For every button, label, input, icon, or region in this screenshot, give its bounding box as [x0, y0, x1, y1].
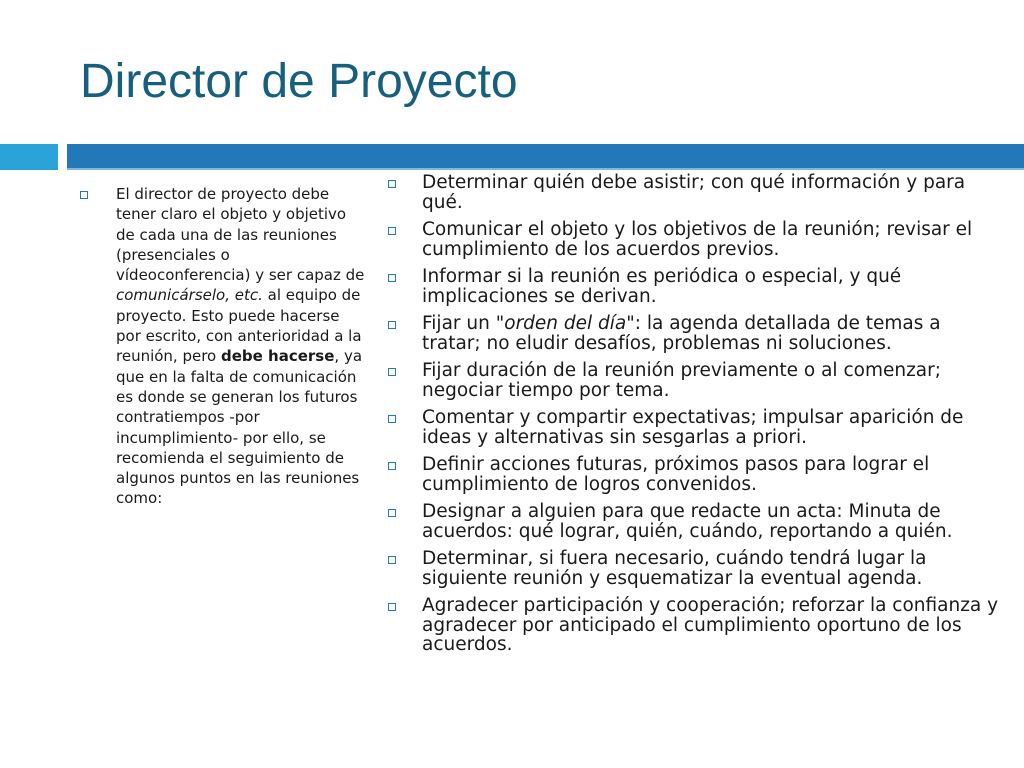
list-item-text — [422, 313, 941, 354]
list-item — [384, 455, 1004, 494]
square-bullet-icon — [388, 180, 396, 188]
list-item-text: Agradecer participación y cooperación; reforzar la confianza y agradecer por anticipado el cumplimiento oportuno de los acuerdos. — [422, 595, 999, 655]
square-bullet-icon — [388, 227, 396, 235]
text-segment: al equipo de proyecto. Esto puede hacerse por escrito, con anterioridad a la reunión, pero — [116, 286, 362, 366]
text-segment: , ya que en la falta de comunicación es donde se generan los futuros contratiempos -por incumplimiento- por ello, se recomienda el seguimiento de algunos puntos en las reuniones como: — [116, 347, 363, 508]
square-bullet-icon — [388, 603, 396, 611]
left-paragraph-text — [116, 185, 364, 507]
text-segment-bold: debe hacerse — [221, 347, 335, 366]
list-item — [384, 220, 1004, 259]
square-bullet-icon — [388, 462, 396, 470]
left-column — [78, 184, 368, 509]
list-item — [384, 408, 1004, 447]
list-item-text: Definir acciones futuras, próximos pasos para lograr el cumplimiento de logros convenidos. — [422, 454, 930, 495]
list-item-text: Comunicar el objeto y los objetivos de la reunión; revisar el cumplimiento de los acuerdos previos. — [422, 219, 973, 260]
square-bullet-icon — [388, 321, 396, 329]
list-item — [384, 267, 1004, 306]
list-item — [384, 361, 1004, 400]
list-item-text: Determinar, si fuera necesario, cuándo tendrá lugar la siguiente reunión y esquematizar la eventual agenda. — [422, 548, 927, 589]
text-segment: ": la agenda detallada de temas a tratar; no eludir desafíos, problemas ni soluciones. — [422, 313, 941, 354]
list-item — [384, 314, 1004, 353]
list-item — [384, 173, 1004, 212]
list-item — [384, 549, 1004, 588]
header-bar — [67, 144, 1024, 170]
square-bullet-icon — [388, 556, 396, 564]
square-bullet-icon — [80, 191, 88, 199]
text-segment: El director de proyecto debe tener claro el objeto y objetivo de cada una de las reuniones (presenciales o vídeoconferencia) y ser capaz de — [116, 185, 365, 285]
square-bullet-icon — [388, 368, 396, 376]
slide-title: Director de Proyecto — [80, 55, 518, 108]
left-bullet-list — [78, 184, 368, 509]
list-item — [384, 596, 1004, 655]
right-bullet-list — [384, 173, 1004, 655]
square-bullet-icon — [388, 415, 396, 423]
list-item-text: Determinar quién debe asistir; con qué información y para qué. — [422, 172, 966, 213]
text-segment: Fijar un " — [422, 313, 505, 334]
text-segment-italic: comunicárselo, etc. — [116, 286, 263, 305]
list-item-text: Fijar duración de la reunión previamente o al comenzar; negociar tiempo por tema. — [422, 360, 941, 401]
left-paragraph — [78, 184, 368, 509]
list-item-text: Comentar y compartir expectativas; impulsar aparición de ideas y alternativas sin sesgarlas a priori. — [422, 407, 964, 448]
square-bullet-icon — [388, 509, 396, 517]
list-item-text: Designar a alguien para que redacte un acta: Minuta de acuerdos: qué lograr, quién, cuándo, reportando a quién. — [422, 501, 953, 542]
list-item — [384, 502, 1004, 541]
header-bar-accent — [0, 144, 58, 170]
square-bullet-icon — [388, 274, 396, 282]
right-column — [384, 173, 1004, 663]
text-segment-italic: orden del día — [504, 313, 627, 334]
list-item-text: Informar si la reunión es periódica o especial, y qué implicaciones se derivan. — [422, 266, 902, 307]
